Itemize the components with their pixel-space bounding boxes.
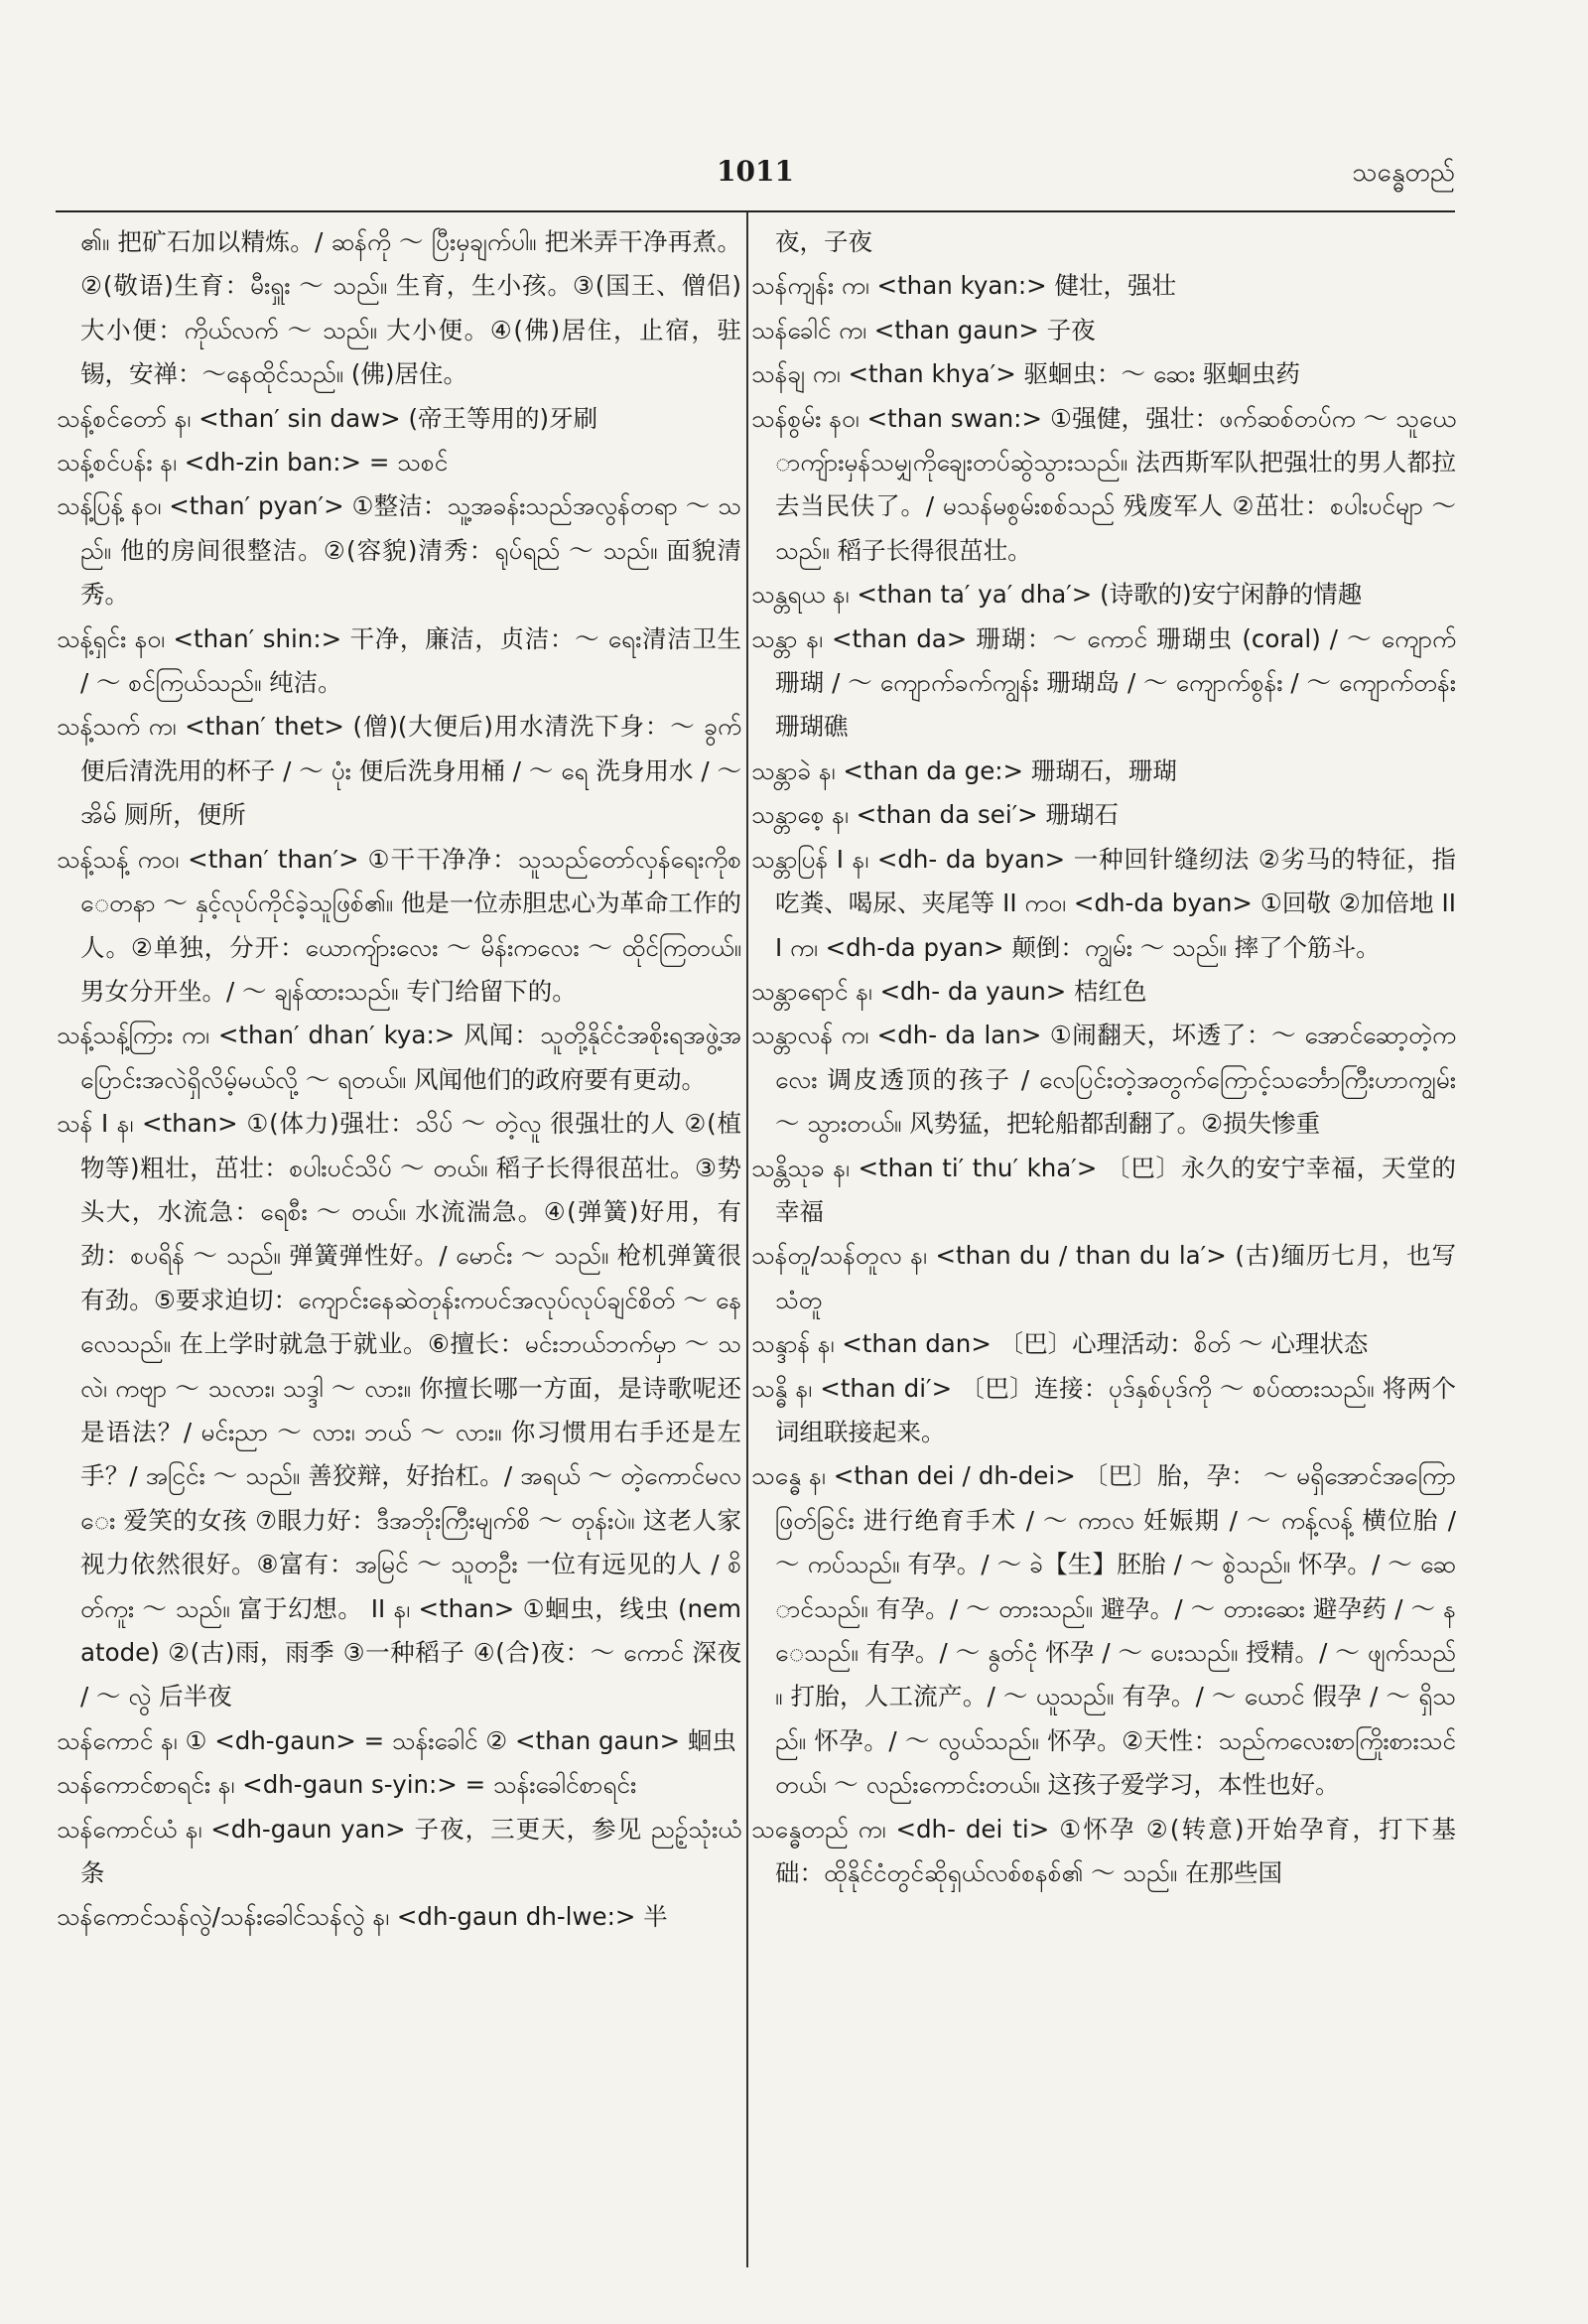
dictionary-entry: သန္ဓိ န၊ <than di′> 〔巴〕连接：ပုဒ်နှစ်ပုဒ်ကို ～ စပ်ထားသည်။ 将两个词组联接起来。 bbox=[751, 1373, 1456, 1446]
dictionary-entry: သန့်စင်ပန်း န၊ <dh-zin ban:> = သစင် bbox=[57, 448, 449, 478]
dictionary-entry: သန္ဒာန် န၊ <than dan> 〔巴〕心理活动：စိတ် ～ 心理状态 bbox=[751, 1329, 1369, 1359]
dictionary-entry: သန္တရယ န၊ <than ta′ ya′ dha′> (诗歌的)安宁闲静的情趣 bbox=[751, 580, 1363, 610]
dictionary-entry: သန့်စင်တော် န၊ <than′ sin daw> (帝王等用的)牙刷 bbox=[57, 403, 598, 433]
dictionary-entry: သန် I န၊ <than> ①(体力)强壮：သိပ် ～ တဲ့လူ 很强壮的人 ②(植物等)粗壮，茁壮：စပါးပင်သိပ် ～ တယ်။ 稻子长得很茁壮。③势头大，水流急：ရေစီး ～ တယ်။ 水流湍急。④(弹簧)好用，有劲：စပရိန် ～ သည်။ 弹簧弹性好。/ မောင်း ～ သည်။ 枪机弹簧很有劲。⑤要求迫切：ကျောင်းနေဆဲတုန်းကပင်အလုပ်လုပ်ချင်စိတ် ～ နေလေသည်။ 在上学时就急于就业。⑥擅长：မင်းဘယ်ဘက်မှာ ～ သလဲ၊ ကဗျာ ～ သလား၊ သဒ္ဒါ ～ လား။ 你擅长哪一方面，是诗歌呢还是语法？/ မင်းညာ ～ လား၊ ဘယ် ～ လား။ 你习惯用右手还是左手？/ အငြင်း ～ သည်။ 善狡辩，好抬杠。/ အရယ် ～ တဲ့ကောင်မလေး 爱笑的女孩 ⑦眼力好：ဒီအဘိုးကြီးမျက်စိ ～ တုန်းပဲ။ 这老人家视力依然很好。⑧富有：အမြင် ～ သူတဦး 一位有远见的人 / စိတ်ကူး ～ သည်။ 富于幻想。 II န၊ <than> ①蛔虫，线虫 (nematode) ②(古)雨，雨季 ③一种稻子 ④(合)夜：～ ကောင် 深夜 / ～ လွဲ 后半夜 bbox=[57, 1109, 741, 1711]
dictionary-entry: သန်ကောင်ယံ န၊ <dh-gaun yan> 子夜，三更天，参见 ညဉ့်သုံးယံ 条 bbox=[57, 1814, 741, 1888]
dictionary-entry: သန္ဓေ န၊ <than dei / dh-dei> 〔巴〕胎，孕： ～ မရှိအောင်အကြောဖြတ်ခြင်း 进行绝育手术 / ～ ကာလ 妊娠期 / ～ ကန့်လန့် 横位胎 / ～ ကပ်သည်။ 有孕。/ ～ ခဲ【生】胚胎 / ～ စွဲသည်။ 怀孕。/ ～ ဆောင်သည်။ 有孕。/ ～ တားသည်။ 避孕。/ ～ တားဆေး 避孕药 / ～ နေသည်။ 有孕。/ ～ နွတ်ငုံ 怀孕 / ～ ပေးသည်။ 授精。/ ～ ဖျက်သည်။ 打胎，人工流产。/ ～ ယူသည်။ 有孕。/ ～ ယောင် 假孕 / ～ ရှိသည်။ 怀孕。/ ～ လွယ်သည်။ 怀孕。②天性：သည်ကလေးစာကြိုးစားသင်တယ်၊ ～ လည်းကောင်းတယ်။ 这孩子爱学习，本性也好。 bbox=[751, 1461, 1456, 1800]
dictionary-entry: သန္တိသုခ န၊ <than ti′ thu′ kha′> 〔巴〕永久的安宁幸福，天堂的幸福 bbox=[751, 1153, 1456, 1226]
dictionary-entry: သန့်သန့်ကြား က၊ <than′ dhan′ kya:> 风闻：သူတို့နိုင်ငံအစိုးရအဖွဲ့အပြောင်းအလဲရှိလိမ့်မယ်လို့ ～ ရတယ်။ 风闻他们的政府要有更动。 bbox=[57, 1021, 741, 1094]
guide-word: သန္ဓေတည် bbox=[1352, 158, 1455, 188]
dictionary-entry: သန်ချ က၊ <than khya′> 驱蛔虫：～ ဆေး 驱蛔虫药 bbox=[751, 359, 1300, 389]
dictionary-entry: သန္တာပြန် I န၊ <dh- da byan> 一种回针缝纫法 ②劣马的特征，指吃粪、喝尿、夹尾等 II ကဝ၊ <dh-da byan> ①回敬 ②加倍地 III က၊ <dh-da pyan> 颠倒：ကျွမ်း ～ သည်။ 摔了个筋斗。 bbox=[751, 844, 1456, 962]
dictionary-entry: သန့်ရှင်း နဝ၊ <than′ shin:> 干净，廉洁，贞洁：～ ရေး清洁卫生 / ～ စင်ကြယ်သည်။ 纯洁。 bbox=[57, 623, 741, 698]
dictionary-entry: သန္တာလန် က၊ <dh- da lan> ①闹翻天，坏透了：～ အောင်ဆော့တဲ့ကလေး 调皮透顶的孩子 / လေပြင်းတဲ့အတွက်ကြောင့်သင်္ဘောကြီးဟာကျွမ်း ～ သွားတယ်။ 风势猛，把轮船都刮翻了。②损失惨重 bbox=[751, 1021, 1456, 1139]
dictionary-entry: သန္ဓေတည် က၊ <dh- dei ti> ①怀孕 ②(转意)开始孕育，打下基础：ထိုနိုင်ငံတွင်ဆိုရှယ်လစ်စနစ်၏ ～ သည်။ 在那些国 bbox=[751, 1814, 1456, 1888]
page-number: 1011 bbox=[717, 155, 794, 188]
left-column bbox=[57, 220, 741, 1940]
dictionary-entry: သန္တာခဲ န၊ <than da ge:> 珊瑚石，珊瑚 bbox=[751, 755, 1177, 785]
dictionary-entry: သန်ခေါင် က၊ <than gaun> 子夜 bbox=[751, 315, 1096, 344]
dictionary-entry: ၏။ 把矿石加以精炼。/ ဆန်ကို ～ ပြီးမှချက်ပါ။ 把米弄干净再煮。②(敬语)生育：မီးရှူး ～ သည်။ 生育，生小孩。③(国王、僧侣)大小便：ကိုယ်လက် ～ သည်။ 大小便。④(佛)居住，止宿，驻锡，安禅：～နေထိုင်သည်။ (佛)居住。 bbox=[80, 227, 741, 389]
column-divider bbox=[746, 212, 748, 2267]
dictionary-entry: သန်ကောင်စာရင်း န၊ <dh-gaun s-yin:> = သန်းခေါင်စာရင်း bbox=[57, 1770, 637, 1800]
dictionary-entry: သန်ကောင်သန်လွဲ/သန်းခေါင်သန်လွဲ န၊ <dh-gaun dh-lwe:> 半 bbox=[57, 1902, 668, 1932]
dictionary-entry: သန့်ပြန့် နဝ၊ <than′ pyan′> ①整洁：သူ့အခန်းသည်အလွန်တရာ ～ သည်။ 他的房间很整洁。②(容貌)清秀：ရုပ်ရည် ～ သည်။ 面貌清秀。 bbox=[57, 491, 741, 610]
dictionary-entry: သန္တာ န၊ <than da> 珊瑚：～ ကောင် 珊瑚虫 (coral) / ～ ကျောက် 珊瑚 / ～ ကျောက်ခက်ကျွန်း 珊瑚岛 / ～ ကျောက်စွန်း / ～ ကျောက်တန်း 珊瑚礁 bbox=[751, 623, 1456, 742]
header-rule bbox=[56, 210, 1455, 212]
dictionary-entry: သန့်သက် က၊ <than′ thet> (僧)(大便后)用水清洗下身：～ ခွက် 便后清洗用的杯子 / ～ ပုံး 便后洗身用桶 / ～ ရေ 洗身用水 / ～ အိမ် 厕所，便所 bbox=[57, 712, 741, 830]
dictionary-entry: 夜，子夜 bbox=[775, 227, 872, 256]
dictionary-entry: သန္တာရောင် န၊ <dh- da yaun> 桔红色 bbox=[751, 976, 1147, 1006]
dictionary-entry: သန့်သန့် ကဝ၊ <than′ than′> ①干干净净：သူသည်တော်လှန်ရေးကိုစေတနာ ～ နှင့်လုပ်ကိုင်ခဲ့သူဖြစ်၏။ 他是一位赤胆忠心为革命工作的人。②单独，分开：ယောကျ်ားလေး ～ မိန်းကလေး ～ ထိုင်ကြတယ်။ 男女分开坐。/ ～ ချန်ထားသည်။ 专门给留下的。 bbox=[57, 844, 741, 1006]
dictionary-entry: သန်ကောင် န၊ ① <dh-gaun> = သန်းခေါင် ② <than gaun> 蛔虫 bbox=[57, 1725, 736, 1755]
right-column bbox=[751, 220, 1456, 1895]
dictionary-entry: သန်ကျန်း က၊ <than kyan:> 健壮，强壮 bbox=[751, 271, 1176, 301]
page-header bbox=[56, 149, 1455, 208]
dictionary-entry: သန်စွမ်း နဝ၊ <than swan:> ①强健，强壮：ဖက်ဆစ်တပ်က ～ သူယောကျ်ားမှန်သမျှကိုချေးတပ်ဆွဲသွားသည်။ 法西斯军队把强壮的男人都拉去当民伕了。/ မသန်မစွမ်းစစ်သည် 残废军人 ②茁壮：စပါးပင်မျာ ～ သည်။ 稻子长得很茁壮。 bbox=[751, 403, 1456, 565]
dictionary-entry: သန်တူ/သန်တူလ န၊ <than du / than du la′> (古)缅历七月，也写 သံတူ bbox=[751, 1241, 1456, 1314]
dictionary-entry: သန္တာစေ့ န၊ <than da sei′> 珊瑚石 bbox=[751, 800, 1119, 830]
